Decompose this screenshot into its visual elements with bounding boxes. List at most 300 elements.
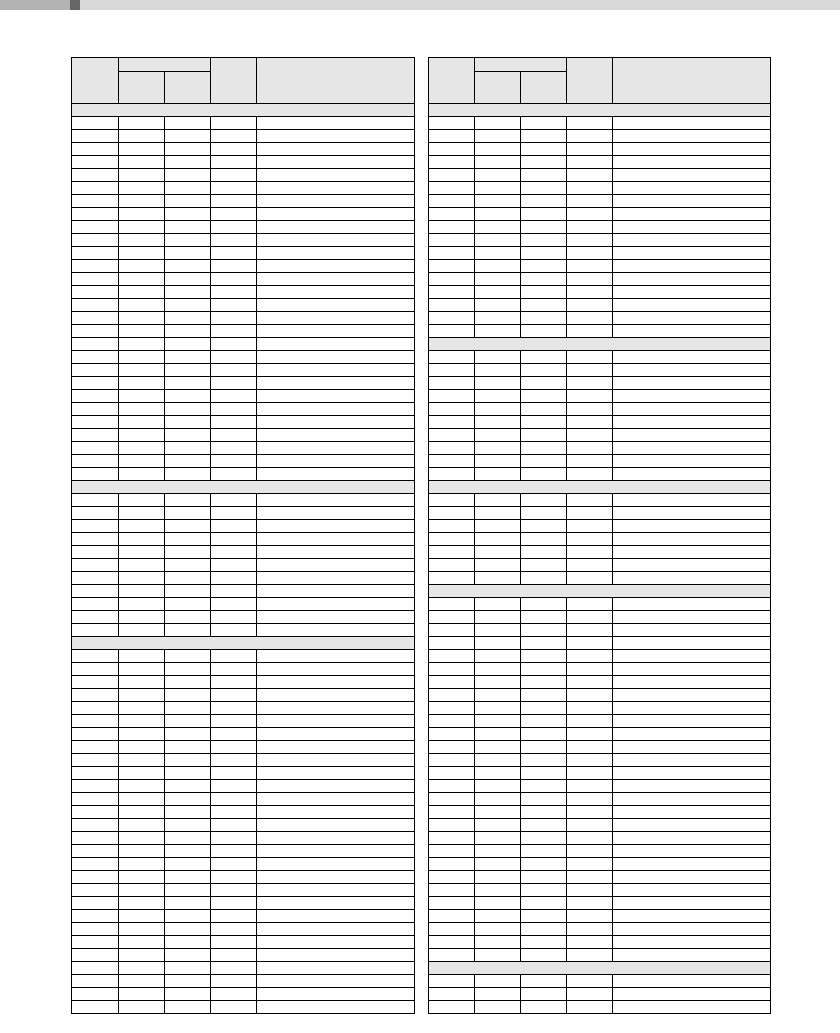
table-cell (429, 780, 475, 793)
table-cell (165, 468, 211, 481)
table-cell (613, 416, 771, 429)
table-cell (72, 884, 119, 897)
table-cell (119, 325, 165, 338)
table-cell (119, 728, 165, 741)
table-cell (613, 299, 771, 312)
table-cell (613, 390, 771, 403)
table-cell (567, 663, 613, 676)
table-row (429, 715, 771, 728)
table-cell (257, 312, 415, 325)
table-cell (475, 754, 521, 767)
table-cell (429, 546, 475, 559)
table-cell (72, 832, 119, 845)
table-cell (119, 221, 165, 234)
table-cell (521, 897, 567, 910)
table-cell (257, 689, 415, 702)
table-cell (475, 559, 521, 572)
table-cell (613, 676, 771, 689)
table-cell (72, 1001, 119, 1014)
table-cell (567, 234, 613, 247)
table-cell (613, 858, 771, 871)
table-row (72, 858, 415, 871)
section-header-cell (429, 338, 771, 351)
table-cell (257, 975, 415, 988)
table-cell (521, 819, 567, 832)
table-cell (165, 845, 211, 858)
table-cell (521, 234, 567, 247)
table-cell (429, 663, 475, 676)
table-row (429, 221, 771, 234)
table-cell (119, 468, 165, 481)
table-cell (165, 234, 211, 247)
table-cell (475, 949, 521, 962)
header-subcell (119, 72, 165, 104)
table-row (72, 949, 415, 962)
table-cell (119, 663, 165, 676)
table-cell (257, 286, 415, 299)
table-cell (567, 286, 613, 299)
table-row (429, 1001, 771, 1014)
table-cell (165, 494, 211, 507)
table-cell (72, 611, 119, 624)
table-cell (521, 806, 567, 819)
table-cell (257, 754, 415, 767)
table-cell (521, 390, 567, 403)
table-cell (429, 559, 475, 572)
table-cell (475, 767, 521, 780)
table-cell (72, 676, 119, 689)
table-cell (257, 377, 415, 390)
table-cell (211, 936, 257, 949)
table-cell (211, 130, 257, 143)
table-cell (165, 988, 211, 1001)
table-cell (475, 533, 521, 546)
table-cell (429, 819, 475, 832)
table-cell (165, 325, 211, 338)
table-cell (72, 949, 119, 962)
table-cell (613, 182, 771, 195)
table-cell (429, 273, 475, 286)
table-row (429, 689, 771, 702)
table-cell (429, 910, 475, 923)
right-table (428, 57, 771, 1014)
table-row (72, 182, 415, 195)
table-cell (475, 195, 521, 208)
table-row (429, 871, 771, 884)
table-cell (429, 390, 475, 403)
table-cell (521, 702, 567, 715)
section-header-cell (429, 481, 771, 494)
table-cell (165, 156, 211, 169)
table-cell (211, 962, 257, 975)
table-cell (429, 312, 475, 325)
table-cell (211, 533, 257, 546)
table-cell (165, 221, 211, 234)
table-cell (475, 845, 521, 858)
table-cell (475, 143, 521, 156)
table-cell (72, 299, 119, 312)
table-cell (257, 962, 415, 975)
table-cell (165, 416, 211, 429)
table-cell (211, 611, 257, 624)
table-cell (567, 871, 613, 884)
table-cell (211, 455, 257, 468)
table-row (429, 429, 771, 442)
table-cell (521, 208, 567, 221)
table-cell (211, 858, 257, 871)
table-cell (211, 156, 257, 169)
table-cell (72, 624, 119, 637)
table-cell (72, 416, 119, 429)
table-cell (475, 494, 521, 507)
table-cell (429, 637, 475, 650)
table-row (429, 988, 771, 1001)
table-row (72, 221, 415, 234)
table-cell (257, 468, 415, 481)
table-row (429, 611, 771, 624)
table-cell (119, 897, 165, 910)
table-row (429, 364, 771, 377)
table-cell (211, 910, 257, 923)
table-row (429, 195, 771, 208)
table-cell (72, 845, 119, 858)
table-cell (211, 559, 257, 572)
table-cell (521, 832, 567, 845)
table-cell (72, 221, 119, 234)
table-cell (429, 208, 475, 221)
table-cell (211, 403, 257, 416)
table-row (429, 858, 771, 871)
table-row (429, 156, 771, 169)
table-cell (521, 247, 567, 260)
table-cell (165, 507, 211, 520)
table-cell (521, 611, 567, 624)
table-cell (119, 312, 165, 325)
table-row (72, 156, 415, 169)
table-cell (521, 767, 567, 780)
table-row (429, 832, 771, 845)
table-cell (521, 520, 567, 533)
table-cell (211, 507, 257, 520)
table-cell (211, 286, 257, 299)
table-cell (521, 403, 567, 416)
table-row (72, 273, 415, 286)
table-cell (613, 806, 771, 819)
table-cell (211, 572, 257, 585)
table-cell (521, 572, 567, 585)
table-row (429, 494, 771, 507)
table-cell (119, 884, 165, 897)
table-cell (429, 377, 475, 390)
table-cell (72, 559, 119, 572)
table-cell (211, 806, 257, 819)
table-cell (567, 156, 613, 169)
table-cell (475, 611, 521, 624)
table-row (72, 442, 415, 455)
table-cell (119, 1001, 165, 1014)
table-cell (429, 741, 475, 754)
table-cell (613, 637, 771, 650)
table-cell (429, 351, 475, 364)
table-cell (475, 247, 521, 260)
table-cell (567, 442, 613, 455)
table-cell (257, 117, 415, 130)
table-row (72, 286, 415, 299)
table-cell (567, 819, 613, 832)
table-cell (72, 936, 119, 949)
table-cell (165, 676, 211, 689)
table-cell (475, 936, 521, 949)
table-row (429, 572, 771, 585)
table-cell (567, 1001, 613, 1014)
table-cell (475, 234, 521, 247)
table-row (72, 689, 415, 702)
table-cell (521, 273, 567, 286)
table-row (429, 507, 771, 520)
table-cell (211, 689, 257, 702)
table-cell (257, 221, 415, 234)
table-row (72, 429, 415, 442)
header-cell (257, 58, 415, 104)
table-cell (429, 299, 475, 312)
table-row (72, 845, 415, 858)
table-cell (567, 897, 613, 910)
table-row (429, 351, 771, 364)
table-row (72, 975, 415, 988)
table-cell (567, 884, 613, 897)
table-cell (257, 663, 415, 676)
table-cell (257, 806, 415, 819)
table-row (72, 793, 415, 806)
table-cell (567, 169, 613, 182)
table-cell (211, 338, 257, 351)
table-cell (613, 897, 771, 910)
table-cell (211, 364, 257, 377)
table-cell (613, 819, 771, 832)
table-cell (429, 767, 475, 780)
table-cell (521, 195, 567, 208)
table-cell (119, 806, 165, 819)
table-cell (521, 845, 567, 858)
table-cell (211, 624, 257, 637)
table-cell (119, 377, 165, 390)
table-row (429, 780, 771, 793)
table-row (429, 247, 771, 260)
table-row (72, 611, 415, 624)
table-cell (119, 559, 165, 572)
table-cell (119, 338, 165, 351)
table-cell (257, 559, 415, 572)
table-cell (613, 169, 771, 182)
table-cell (567, 559, 613, 572)
table-row (429, 624, 771, 637)
table-cell (521, 533, 567, 546)
table-cell (165, 598, 211, 611)
table-row (429, 442, 771, 455)
right-table-body (429, 58, 771, 1014)
table-cell (119, 403, 165, 416)
table-cell (613, 143, 771, 156)
table-cell (165, 832, 211, 845)
table-cell (429, 260, 475, 273)
table-cell (613, 689, 771, 702)
left-table (71, 57, 415, 1014)
table-cell (613, 741, 771, 754)
table-row (429, 845, 771, 858)
table-row (72, 936, 415, 949)
table-cell (165, 962, 211, 975)
table-cell (119, 845, 165, 858)
table-row (72, 130, 415, 143)
table-cell (72, 533, 119, 546)
table-cell (257, 533, 415, 546)
table-cell (257, 130, 415, 143)
table-cell (521, 936, 567, 949)
table-cell (72, 520, 119, 533)
table-row (429, 208, 771, 221)
table-cell (119, 143, 165, 156)
table-cell (165, 975, 211, 988)
table-cell (429, 221, 475, 234)
table-cell (257, 728, 415, 741)
table-row (72, 663, 415, 676)
table-cell (211, 182, 257, 195)
table-cell (257, 403, 415, 416)
table-cell (72, 390, 119, 403)
section-header-cell (429, 962, 771, 975)
table-cell (119, 299, 165, 312)
table-cell (72, 507, 119, 520)
table-cell (72, 130, 119, 143)
table-cell (567, 208, 613, 221)
table-cell (72, 234, 119, 247)
table-cell (567, 247, 613, 260)
table-cell (429, 975, 475, 988)
table-cell (165, 910, 211, 923)
table-cell (165, 1001, 211, 1014)
table-row (72, 325, 415, 338)
table-cell (165, 247, 211, 260)
table-row (429, 767, 771, 780)
table-cell (567, 611, 613, 624)
table-cell (613, 611, 771, 624)
table-cell (119, 767, 165, 780)
table-cell (165, 754, 211, 767)
table-cell (165, 377, 211, 390)
table-cell (475, 299, 521, 312)
table-cell (257, 988, 415, 1001)
table-cell (257, 1001, 415, 1014)
table-cell (72, 858, 119, 871)
table-cell (72, 793, 119, 806)
table-cell (211, 845, 257, 858)
table-cell (257, 273, 415, 286)
table-cell (429, 832, 475, 845)
table-cell (475, 741, 521, 754)
table-cell (257, 793, 415, 806)
table-cell (72, 195, 119, 208)
table-cell (257, 585, 415, 598)
table-cell (429, 364, 475, 377)
table-cell (613, 234, 771, 247)
table-cell (165, 949, 211, 962)
table-cell (119, 416, 165, 429)
table-cell (165, 286, 211, 299)
table-cell (165, 533, 211, 546)
table-cell (429, 156, 475, 169)
table-cell (165, 455, 211, 468)
table-cell (257, 169, 415, 182)
table-cell (72, 338, 119, 351)
table-row (72, 455, 415, 468)
table-cell (429, 442, 475, 455)
table-cell (165, 871, 211, 884)
header-cell (429, 58, 475, 104)
table-cell (429, 195, 475, 208)
table-row (429, 741, 771, 754)
table-cell (521, 793, 567, 806)
table-cell (257, 819, 415, 832)
table-row (72, 624, 415, 637)
table-row (429, 325, 771, 338)
table-cell (567, 728, 613, 741)
table-cell (613, 195, 771, 208)
table-cell (165, 143, 211, 156)
table-cell (72, 572, 119, 585)
table-cell (211, 663, 257, 676)
table-cell (613, 871, 771, 884)
table-cell (72, 312, 119, 325)
table-cell (165, 546, 211, 559)
table-cell (211, 793, 257, 806)
table-cell (257, 780, 415, 793)
table-cell (475, 884, 521, 897)
table-cell (72, 208, 119, 221)
table-cell (119, 936, 165, 949)
table-cell (429, 520, 475, 533)
table-cell (521, 988, 567, 1001)
table-row (72, 208, 415, 221)
table-cell (211, 884, 257, 897)
table-cell (257, 624, 415, 637)
table-cell (257, 156, 415, 169)
table-cell (119, 780, 165, 793)
table-cell (72, 910, 119, 923)
table-cell (567, 221, 613, 234)
table-cell (119, 117, 165, 130)
table-cell (257, 572, 415, 585)
table-cell (521, 117, 567, 130)
table-cell (613, 156, 771, 169)
table-row (429, 806, 771, 819)
table-cell (429, 416, 475, 429)
table-cell (165, 702, 211, 715)
table-cell (257, 923, 415, 936)
table-cell (521, 624, 567, 637)
table-row (429, 897, 771, 910)
table-cell (429, 650, 475, 663)
table-row (429, 169, 771, 182)
table-row (429, 637, 771, 650)
table-cell (211, 234, 257, 247)
table-cell (72, 182, 119, 195)
table-cell (257, 507, 415, 520)
table-cell (165, 923, 211, 936)
table-cell (119, 702, 165, 715)
table-cell (521, 416, 567, 429)
table-cell (613, 130, 771, 143)
table-cell (119, 286, 165, 299)
